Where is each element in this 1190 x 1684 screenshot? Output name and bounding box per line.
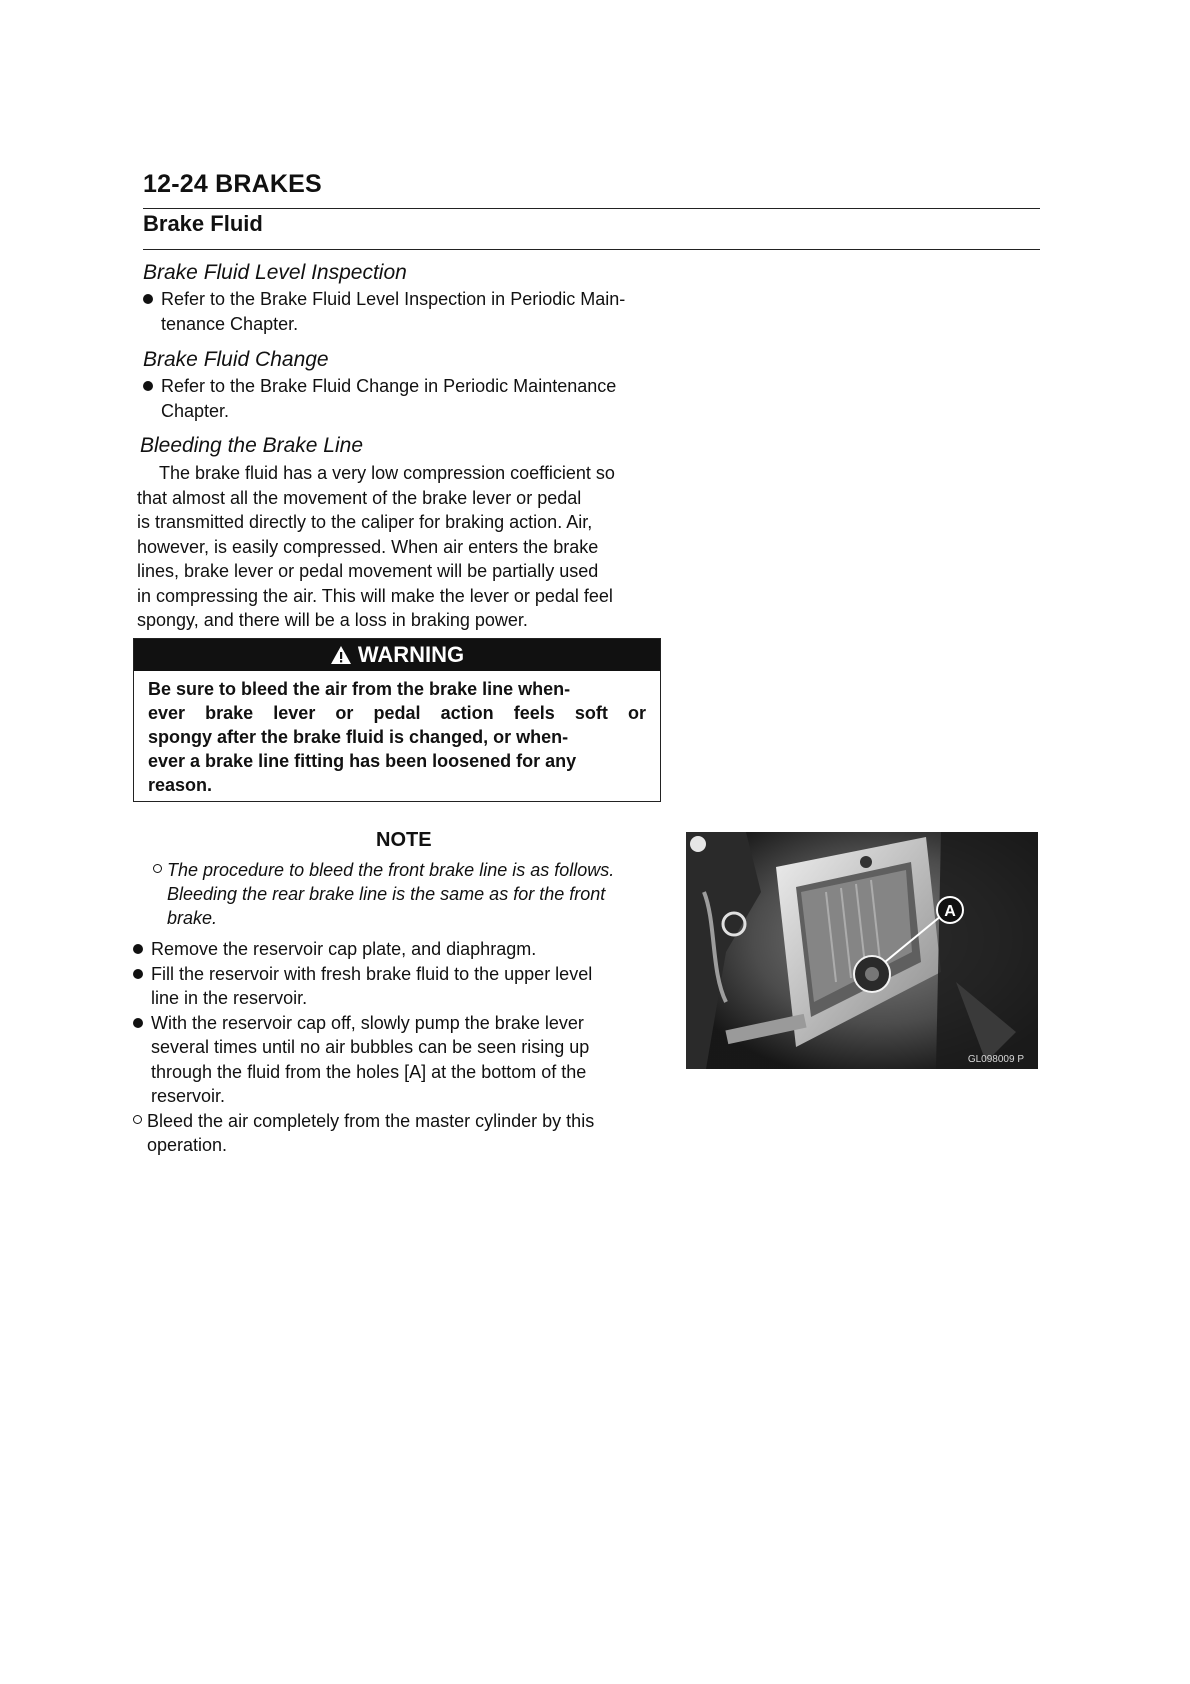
sub-step-line-1: Bleed the air completely from the master cylinder by this	[147, 1110, 595, 1131]
warning-title: WARNING	[357, 642, 465, 667]
fluid-change-heading: Brake Fluid Change	[143, 348, 329, 371]
note-line-1: The procedure to bleed the front brake line is as follows.	[167, 860, 615, 880]
warning-line-4: ever a brake line fitting has been loosened for any	[148, 751, 577, 771]
warning-line-2: ever brake lever or pedal action feels soft or	[148, 703, 646, 723]
bleeding-line-2: that almost all the movement of the brake lever or pedal	[137, 487, 582, 508]
warning-triangle-icon	[330, 645, 352, 665]
page-title: 12-24 BRAKES	[143, 170, 322, 198]
bullet-icon	[133, 969, 143, 979]
level-inspection-line-1: Refer to the Brake Fluid Level Inspection in Periodic Main-	[161, 289, 626, 309]
sub-step-line-2: operation.	[147, 1135, 228, 1155]
bleeding-line-4: however, is easily compressed. When air enters the brake	[137, 536, 599, 557]
step-item	[133, 1011, 668, 1109]
step-3-line-3: through the fluid from the holes [A] at the bottom of the	[151, 1061, 587, 1082]
note-line-2: Bleeding the rear brake line is the same as for the front	[167, 884, 606, 904]
step-item	[133, 937, 668, 962]
bullet-icon	[133, 944, 143, 954]
hollow-bullet-icon	[133, 1115, 142, 1124]
sub-step-item	[133, 1109, 668, 1158]
warning-box	[133, 638, 661, 802]
section-rule	[143, 249, 1040, 250]
bleeding-line-5: lines, brake lever or pedal movement will be partially used	[137, 561, 599, 581]
bleeding-line-7: spongy, and there will be a loss in braking power.	[137, 610, 528, 630]
bleeding-line-6: in compressing the air. This will make the lever or pedal feel	[137, 585, 613, 606]
callout-a-label: A	[944, 903, 956, 920]
bleeding-line-3: is transmitted directly to the caliper for braking action. Air,	[137, 512, 593, 532]
bullet-icon	[143, 381, 153, 391]
procedure-steps	[133, 937, 668, 1158]
step-3-line-4: reservoir.	[151, 1086, 226, 1106]
hollow-bullet-icon	[153, 864, 162, 873]
bullet-icon	[143, 294, 153, 304]
note-line-3: brake.	[167, 908, 218, 928]
warning-line-1: Be sure to bleed the air from the brake line when-	[148, 679, 571, 699]
reservoir-photo	[686, 832, 1038, 1069]
bleeding-heading: Bleeding the Brake Line	[140, 434, 363, 457]
section-title: Brake Fluid	[143, 211, 263, 236]
warning-text	[134, 671, 660, 797]
level-inspection-item	[143, 287, 683, 336]
bleeding-line-1: The brake fluid has a very low compression coefficient so	[159, 463, 615, 483]
step-2-line-2: line in the reservoir.	[151, 988, 308, 1008]
bullet-icon	[133, 1018, 143, 1028]
level-inspection-heading: Brake Fluid Level Inspection	[143, 261, 407, 284]
fluid-change-item	[143, 374, 683, 423]
photo-code-label: GL098009 P	[967, 1054, 1024, 1065]
bleeding-paragraph	[137, 461, 670, 633]
note-title: NOTE	[376, 829, 432, 851]
fluid-change-line-2: Chapter.	[161, 400, 230, 421]
header-rule	[143, 208, 1040, 209]
warning-line-3: spongy after the brake fluid is changed, or when-	[148, 727, 569, 747]
step-2-line-1: Fill the reservoir with fresh brake fluid to the upper level	[151, 963, 593, 984]
step-3-line-2: several times until no air bubbles can be seen rising up	[151, 1037, 590, 1057]
note-body	[153, 858, 668, 930]
step-item	[133, 962, 668, 1011]
fluid-change-line-1: Refer to the Brake Fluid Change in Periodic Maintenance	[161, 376, 617, 396]
warning-line-5: reason.	[148, 775, 213, 795]
warning-header	[134, 639, 660, 671]
reservoir-photo-graphic	[686, 832, 1038, 1069]
level-inspection-line-2: tenance Chapter.	[161, 313, 299, 334]
step-1-text: Remove the reservoir cap plate, and diaphragm.	[151, 939, 537, 959]
step-3-line-1: With the reservoir cap off, slowly pump the brake lever	[151, 1012, 584, 1033]
